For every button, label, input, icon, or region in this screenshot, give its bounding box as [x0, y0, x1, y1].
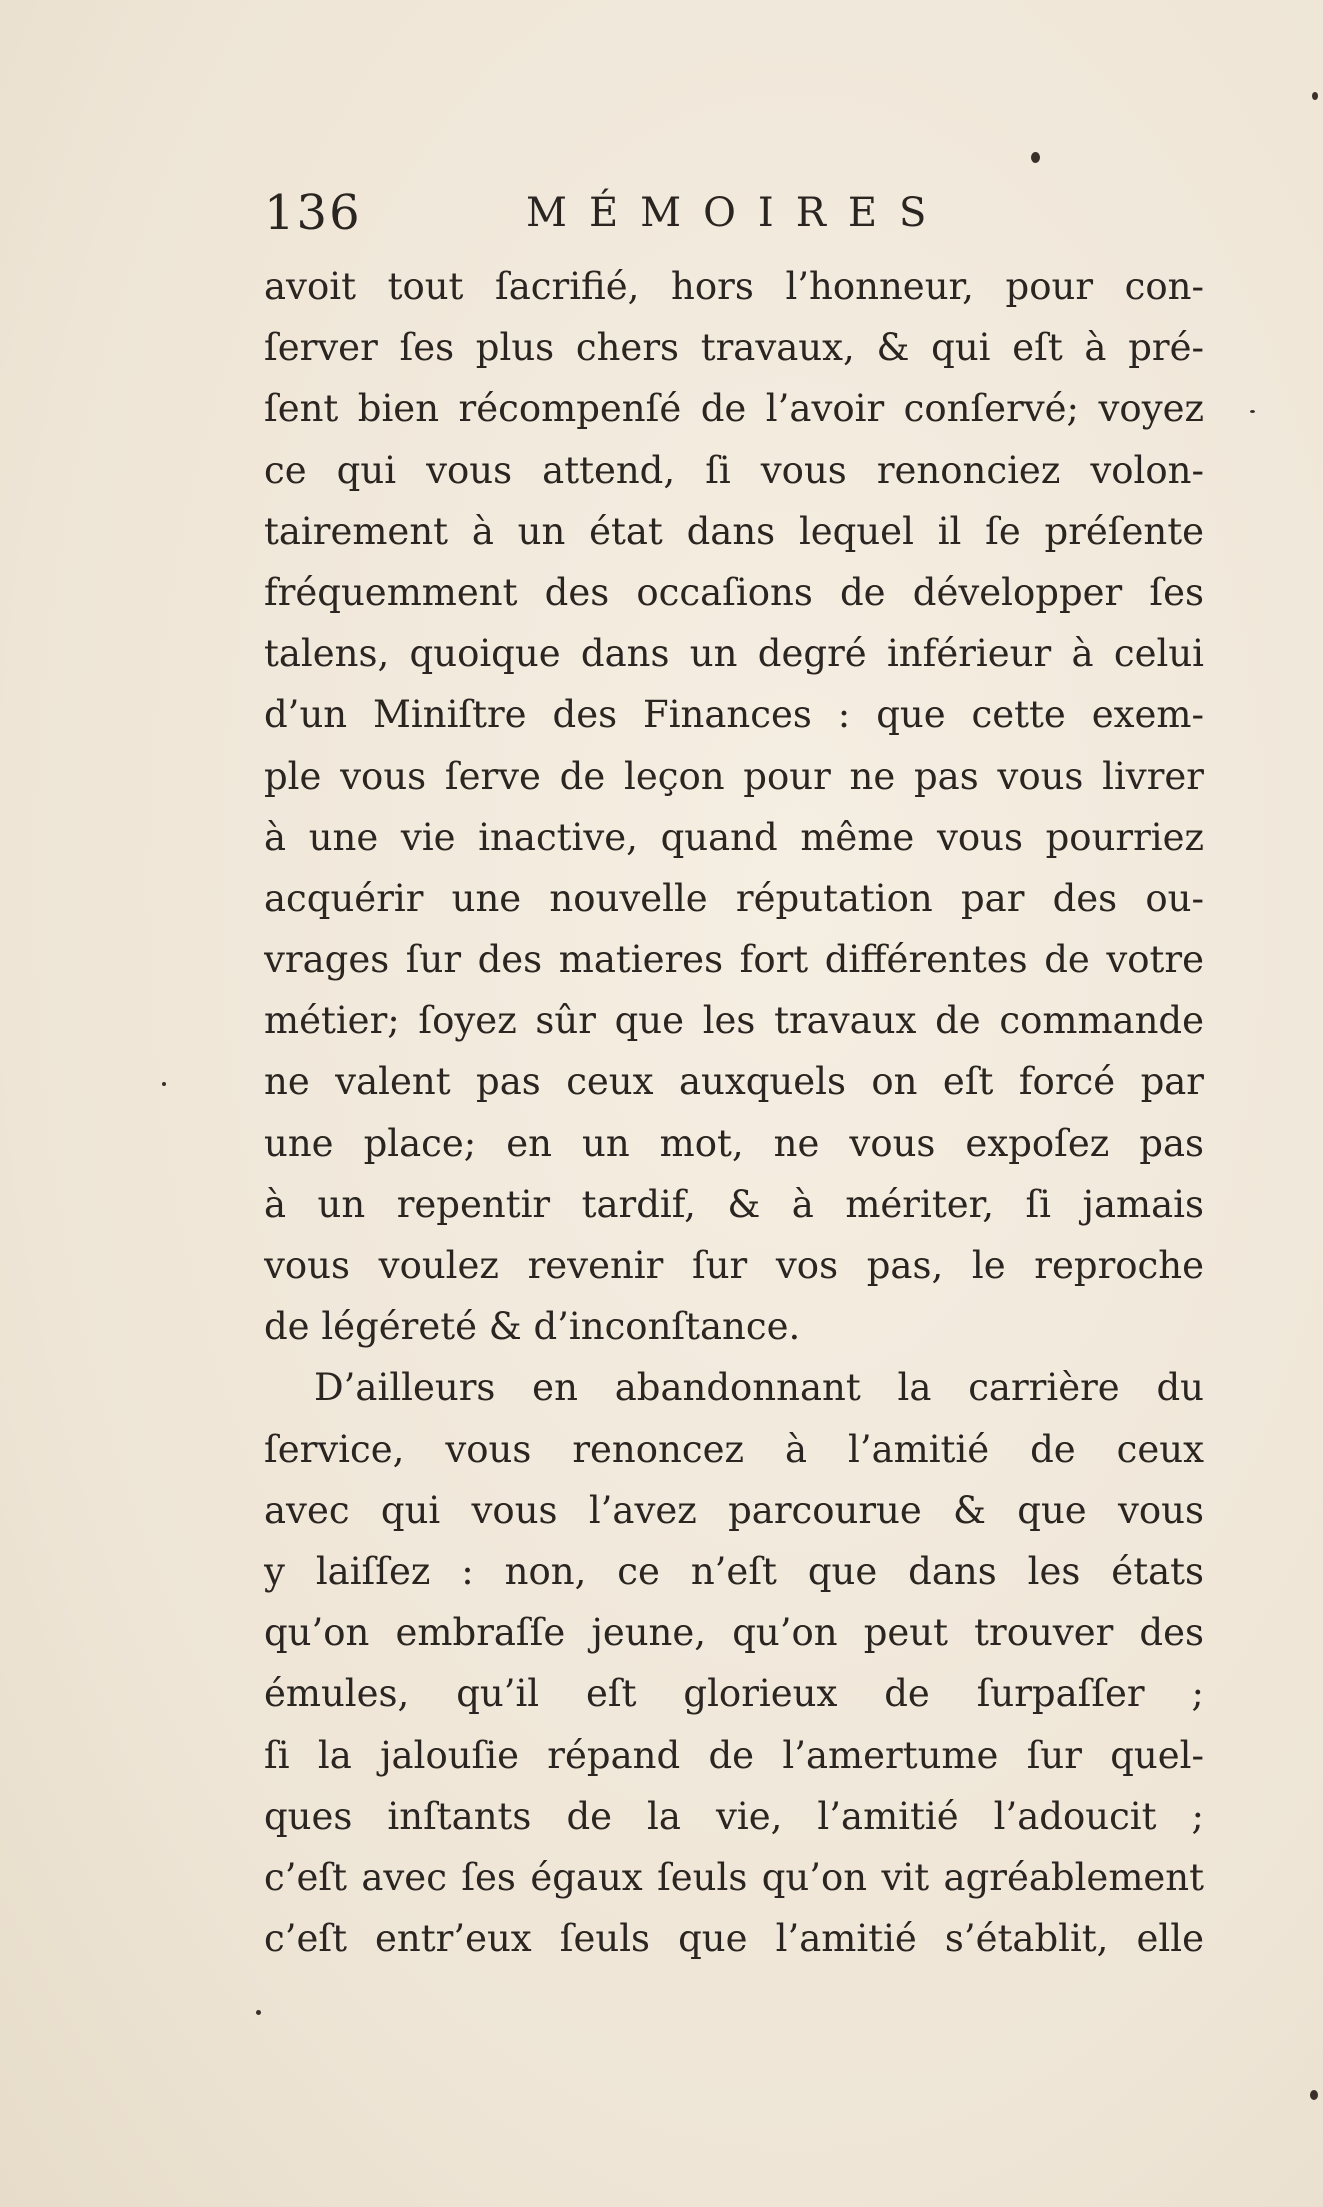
text-line: fréquemment des occaſions de développer ſes — [264, 570, 1204, 614]
text-line: ſent bien récompenſé de l’avoir conſervé; voyez — [264, 387, 1204, 431]
text-line: tairement à un état dans lequel il ſe préſente — [264, 509, 1204, 553]
body-text — [264, 256, 1204, 1969]
text-line: acquérir une nouvelle réputation par des ou- — [264, 876, 1204, 920]
text-line: d’un Miniſtre des Finances : que cette exem- — [264, 693, 1204, 737]
text-line: ple vous ſerve de leçon pour ne pas vous livrer — [264, 754, 1204, 798]
text-line: ce qui vous attend, ſi vous renonciez volon- — [264, 448, 1204, 492]
text-line: avec qui vous l’avez parcourue & que vous — [264, 1488, 1204, 1532]
running-head: MÉMOIRES — [526, 190, 949, 236]
text-line: qu’on embraſſe jeune, qu’on peut trouver des — [264, 1611, 1204, 1655]
ink-speck — [1312, 92, 1318, 100]
text-line: avoit tout ſacrifié, hors l’honneur, pour con- — [264, 265, 1204, 308]
ink-speck — [1031, 152, 1040, 163]
text-line: vrages ſur des matieres fort différentes de votre — [264, 938, 1204, 982]
page-number: 136 — [264, 185, 362, 241]
ink-speck — [1250, 410, 1255, 413]
page-header — [264, 178, 1204, 248]
text-line: métier; ſoyez sûr que les travaux de commande — [264, 999, 1204, 1043]
text-line: c’eſt entr’eux ſeuls que l’amitié s’établit, elle — [264, 1917, 1204, 1961]
ink-speck — [162, 1082, 166, 1086]
text-line: y laiſſez : non, ce n’eſt que dans les états — [264, 1549, 1204, 1593]
text-line: à un repentir tardif, & à mériter, ſi jamais — [264, 1182, 1204, 1226]
text-line: c’eſt avec ſes égaux ſeuls qu’on vit agréablement — [264, 1855, 1204, 1899]
ink-speck — [256, 2010, 261, 2015]
paragraph-last-line: de légéreté & d’inconſtance. — [264, 1305, 801, 1349]
text-line: ſerver ſes plus chers travaux, & qui eſt à pré- — [264, 326, 1204, 370]
text-line: à une vie inactive, quand même vous pourriez — [264, 815, 1204, 859]
text-line: talens, quoique dans un degré inférieur à celui — [264, 632, 1204, 676]
text-line: émules, qu’il eſt glorieux de ſurpaſſer ; — [264, 1672, 1204, 1716]
text-line: ſervice, vous renoncez à l’amitié de ceux — [264, 1427, 1204, 1471]
text-line: vous voulez revenir ſur vos pas, le reproche — [264, 1244, 1204, 1287]
text-line: une place; en un mot, ne vous expoſez pas — [264, 1121, 1204, 1165]
ink-speck — [1310, 2090, 1318, 2100]
text-line: ſi la jalouſie répand de l’amertume ſur quel- — [264, 1733, 1204, 1777]
text-line: ne valent pas ceux auxquels on eſt forcé par — [264, 1060, 1204, 1104]
text-line: ques inſtants de la vie, l’amitié l’adoucit ; — [264, 1794, 1204, 1838]
paragraph-first-line: D’ailleurs en abandonnant la carrière du — [314, 1366, 1204, 1410]
